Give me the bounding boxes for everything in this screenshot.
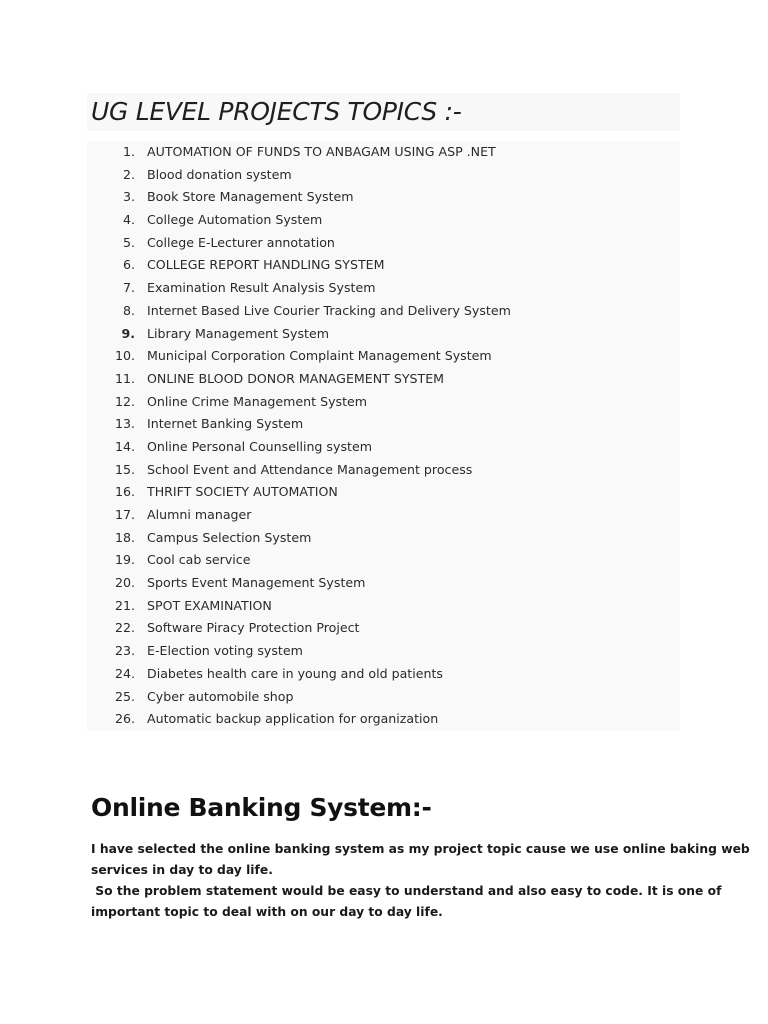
list-item-text: Book Store Management System: [147, 189, 354, 205]
list-item-spacer: [135, 254, 147, 277]
list-item-text: Campus Selection System: [147, 529, 312, 545]
list-item-number: 25.: [114, 688, 135, 704]
list-item-number: 5.: [122, 234, 135, 250]
list-item-spacer: [135, 164, 147, 187]
list-item-spacer: [135, 141, 147, 164]
list-item-text: Cool cab service: [147, 552, 251, 568]
list-item-text: Cyber automobile shop: [147, 688, 294, 704]
list-item-text: Internet Banking System: [147, 416, 304, 432]
list-item-number: 18.: [114, 529, 135, 545]
list-item: [87, 504, 680, 527]
list-item-number: 17.: [114, 507, 135, 522]
paragraph-line: So the problem statement would be easy to understand and also easy to code. It is one of: [91, 884, 722, 898]
list-item: [87, 232, 680, 255]
list-item: [87, 277, 680, 300]
section-title: Online Banking System:-: [91, 793, 432, 822]
list-item: [87, 481, 680, 504]
list-item-spacer: [135, 504, 147, 527]
list-item-spacer: [135, 186, 147, 209]
list-item-number: 21.: [114, 597, 135, 613]
list-item-number: 26.: [114, 711, 135, 727]
page-title: UG LEVEL PROJECTS TOPICS :-: [91, 97, 462, 126]
list-item: [87, 640, 680, 663]
list-item: [87, 209, 680, 232]
list-item-spacer: [135, 640, 147, 663]
list-item: [87, 164, 680, 187]
list-item-text: Library Management System: [147, 325, 329, 341]
list-item-spacer: [135, 345, 147, 368]
list-item: [87, 368, 680, 391]
list-item: [87, 186, 680, 209]
list-item: [87, 686, 680, 709]
list-item-spacer: [135, 368, 147, 391]
list-item-spacer: [135, 300, 147, 323]
list-item-spacer: [135, 391, 147, 414]
list-item-text: Blood donation system: [147, 166, 292, 182]
list-item-spacer: [135, 572, 147, 595]
list-item-spacer: [135, 481, 147, 504]
list-item-number: 6.: [122, 257, 135, 273]
list-item-number: 7.: [122, 280, 135, 296]
list-item-number: 11.: [114, 370, 135, 386]
list-item: [87, 323, 680, 346]
list-item: [87, 549, 680, 572]
list-item-spacer: [135, 323, 147, 346]
list-item-number: 19.: [114, 552, 135, 568]
list-item: [87, 595, 680, 618]
list-item-number: 2.: [122, 166, 135, 182]
list-item-text: College E-Lecturer annotation: [147, 234, 335, 250]
list-item: [87, 300, 680, 323]
list-item-spacer: [135, 277, 147, 300]
list-item-spacer: [135, 232, 147, 255]
list-item-spacer: [135, 686, 147, 709]
list-item: [87, 617, 680, 640]
list-item-number: 13.: [114, 416, 135, 432]
list-item-spacer: [135, 549, 147, 572]
list-item-text: Examination Result Analysis System: [147, 280, 376, 296]
list-item-spacer: [135, 595, 147, 618]
list-item: [87, 141, 680, 164]
list-item: [87, 254, 680, 277]
paragraph-line: services in day to day life.: [91, 863, 273, 877]
list-item: [87, 391, 680, 414]
list-item-text: E-Election voting system: [147, 643, 303, 659]
list-item-number: 9.: [121, 325, 135, 341]
list-item-text: Automatic backup application for organization: [147, 711, 439, 727]
list-item-text: Online Personal Counselling system: [147, 438, 372, 454]
list-item-text: SPOT EXAMINATION: [147, 597, 272, 613]
list-item-number: 22.: [114, 620, 135, 636]
list-item-text: COLLEGE REPORT HANDLING SYSTEM: [147, 257, 385, 273]
list-item: [87, 572, 680, 595]
list-item-text: Alumni manager: [147, 507, 252, 522]
list-item-text: Sports Event Management System: [147, 575, 366, 591]
list-item-text: Online Crime Management System: [147, 393, 368, 409]
list-item-number: 16.: [114, 484, 135, 500]
list-item-spacer: [135, 459, 147, 482]
list-item-number: 24.: [114, 665, 135, 681]
list-item-spacer: [135, 436, 147, 459]
list-item: [87, 663, 680, 686]
list-item: [87, 459, 680, 482]
list-item-text: THRIFT SOCIETY AUTOMATION: [147, 484, 338, 500]
list-item-text: College Automation System: [147, 212, 323, 228]
paragraph-line: I have selected the online banking system as my project topic cause we use online baking web: [91, 842, 750, 856]
list-item-number: 23.: [114, 643, 135, 659]
list-item-spacer: [135, 663, 147, 686]
list-item-number: 8.: [122, 302, 135, 318]
paragraph-line: important topic to deal with on our day to day life.: [91, 905, 443, 919]
list-item: [87, 413, 680, 436]
list-item: [87, 436, 680, 459]
list-item-number: 12.: [114, 393, 135, 409]
list-item-number: 1.: [122, 144, 135, 159]
list-item-number: 14.: [114, 438, 135, 454]
list-item-text: Municipal Corporation Complaint Management System: [147, 348, 492, 364]
project-topic-list: [87, 141, 680, 731]
list-item-number: 20.: [114, 575, 135, 591]
list-item-number: 4.: [122, 212, 135, 228]
list-item-number: 10.: [114, 348, 135, 364]
section-paragraph: [91, 839, 750, 923]
list-item-text: Diabetes health care in young and old patients: [147, 665, 443, 681]
list-item-spacer: [135, 708, 147, 731]
list-item-spacer: [135, 617, 147, 640]
list-item-text: Internet Based Live Courier Tracking and Delivery System: [147, 302, 511, 318]
list-item-spacer: [135, 527, 147, 550]
list-item-text: School Event and Attendance Management process: [147, 461, 473, 477]
list-item-text: AUTOMATION OF FUNDS TO ANBAGAM USING ASP .NET: [147, 144, 496, 159]
list-item: [87, 708, 680, 731]
list-item: [87, 527, 680, 550]
list-item-text: Software Piracy Protection Project: [147, 620, 360, 636]
list-item-spacer: [135, 209, 147, 232]
list-item: [87, 345, 680, 368]
list-item-spacer: [135, 413, 147, 436]
list-item-number: 15.: [114, 461, 135, 477]
list-item-number: 3.: [122, 189, 135, 205]
list-item-text: ONLINE BLOOD DONOR MANAGEMENT SYSTEM: [147, 370, 445, 386]
